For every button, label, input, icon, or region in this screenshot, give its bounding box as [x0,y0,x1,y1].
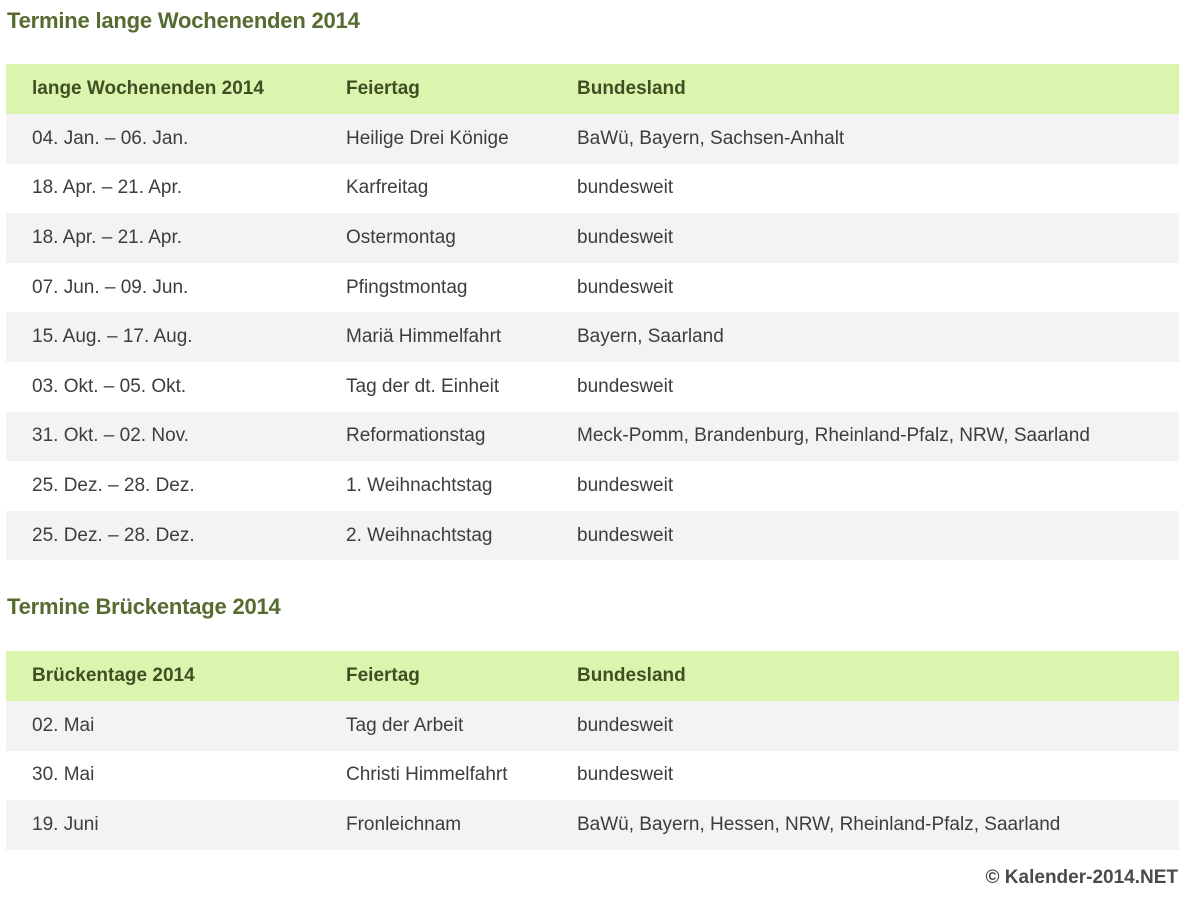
table-row [6,362,1179,412]
table-row [6,114,1179,164]
bridge-days-table [6,651,1179,850]
cell-state: bundesweit [551,511,1179,561]
cell-holiday: Tag der dt. Einheit [320,362,551,412]
cell-state: bundesweit [551,751,1179,801]
long-weekends-table [6,64,1179,560]
cell-holiday: 2. Weihnachtstag [320,511,551,561]
cell-state: bundesweit [551,213,1179,263]
cell-state: bundesweit [551,701,1179,751]
copyright-footer: © Kalender-2014.NET [985,867,1178,888]
cell-date: 30. Mai [6,751,320,801]
cell-state: bundesweit [551,461,1179,511]
cell-holiday: Tag der Arbeit [320,701,551,751]
table-header-row [6,64,1179,114]
column-header-date: Brückentage 2014 [6,651,320,701]
cell-period: 03. Okt. – 05. Okt. [6,362,320,412]
cell-holiday: Christi Himmelfahrt [320,751,551,801]
table-row [6,164,1179,214]
cell-state: bundesweit [551,263,1179,313]
cell-date: 02. Mai [6,701,320,751]
cell-holiday: Fronleichnam [320,800,551,850]
cell-holiday: Mariä Himmelfahrt [320,312,551,362]
table-row [6,312,1179,362]
cell-period: 25. Dez. – 28. Dez. [6,511,320,561]
section-title-long-weekends: Termine lange Wochenenden 2014 [7,8,360,33]
column-header-holiday: Feiertag [320,651,551,701]
cell-period: 04. Jan. – 06. Jan. [6,114,320,164]
cell-date: 19. Juni [6,800,320,850]
table-row [6,461,1179,511]
cell-state: bundesweit [551,164,1179,214]
cell-period: 18. Apr. – 21. Apr. [6,213,320,263]
column-header-state: Bundesland [551,64,1179,114]
cell-holiday: Pfingstmontag [320,263,551,313]
table-row [6,213,1179,263]
cell-state: BaWü, Bayern, Hessen, NRW, Rheinland-Pfalz, Saarland [551,800,1179,850]
table-row [6,412,1179,462]
cell-holiday: Ostermontag [320,213,551,263]
cell-period: 07. Jun. – 09. Jun. [6,263,320,313]
cell-period: 25. Dez. – 28. Dez. [6,461,320,511]
cell-holiday: Heilige Drei Könige [320,114,551,164]
table-row [6,751,1179,801]
cell-period: 31. Okt. – 02. Nov. [6,412,320,462]
cell-state: Bayern, Saarland [551,312,1179,362]
section-title-bridge-days: Termine Brückentage 2014 [7,594,281,619]
table-header-row [6,651,1179,701]
table-row [6,701,1179,751]
cell-state: BaWü, Bayern, Sachsen-Anhalt [551,114,1179,164]
cell-holiday: Karfreitag [320,164,551,214]
cell-holiday: Reformationstag [320,412,551,462]
table-row [6,263,1179,313]
column-header-period: lange Wochenenden 2014 [6,64,320,114]
cell-period: 18. Apr. – 21. Apr. [6,164,320,214]
cell-state: bundesweit [551,362,1179,412]
table-row [6,800,1179,850]
cell-state: Meck-Pomm, Brandenburg, Rheinland-Pfalz, NRW, Saarland [551,412,1179,462]
table-row [6,511,1179,561]
cell-holiday: 1. Weihnachtstag [320,461,551,511]
cell-period: 15. Aug. – 17. Aug. [6,312,320,362]
column-header-state: Bundesland [551,651,1179,701]
column-header-holiday: Feiertag [320,64,551,114]
